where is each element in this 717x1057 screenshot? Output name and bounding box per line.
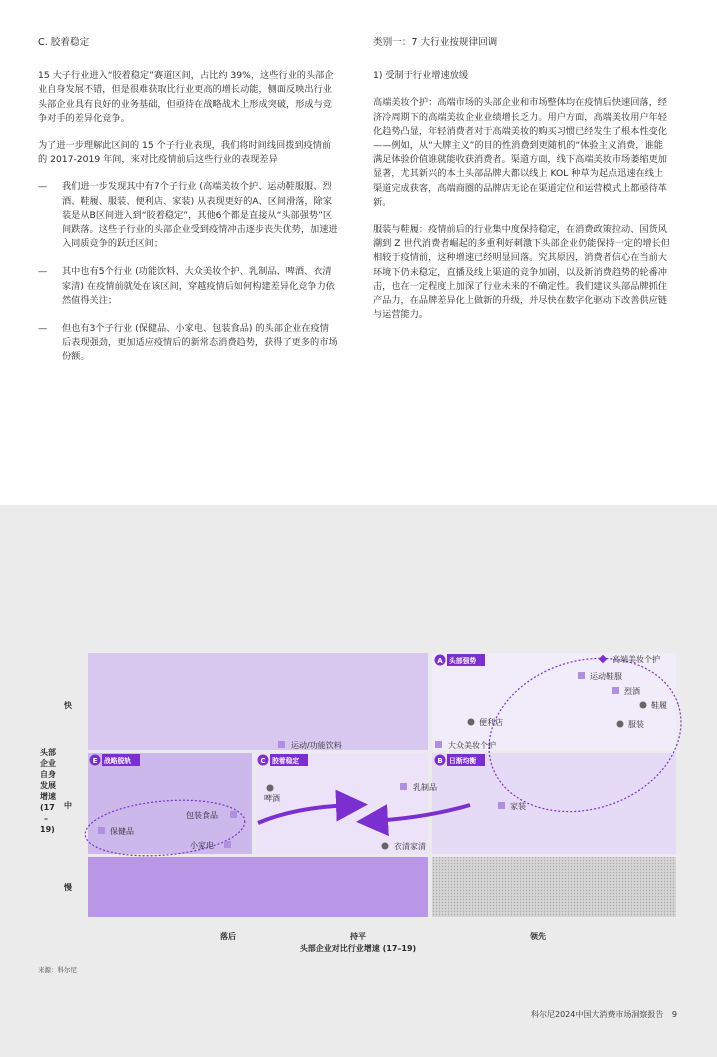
matrix-diagram bbox=[0, 505, 717, 1057]
svg-text:C: C bbox=[260, 757, 266, 765]
left-heading: C. 胶着稳定 bbox=[38, 37, 90, 48]
right-column bbox=[373, 36, 671, 335]
list-item bbox=[38, 265, 338, 308]
left-paragraph-2: 为了进一步理解此区间的 15 个子行业表现，我们将时间线回拨到疫情前的 2017-2019 年间，来对比疫情前后这些行业的表现差异 bbox=[38, 140, 332, 166]
zone-badge-a bbox=[435, 654, 486, 666]
svg-text:头部: 头部 bbox=[40, 748, 56, 757]
list-item bbox=[38, 322, 338, 365]
svg-text:乳制品: 乳制品 bbox=[413, 783, 437, 792]
left-paragraph-1: 15 大子行业进入“胶着稳定”赛道区间，占比约 39%，这些行业的头部企业自身发展不错，但是很难获取比行业更高的增长动能，侧面反映出行业头部企业具有良好的业务基础，但亟待在战略战术上形成突破，形成与竞争对手的差异化竞争。 bbox=[38, 70, 334, 124]
page-footer bbox=[525, 1009, 677, 1020]
svg-text:胶着稳定: 胶着稳定 bbox=[272, 757, 300, 765]
svg-text:19): 19) bbox=[40, 825, 55, 834]
zone-bottom-right bbox=[432, 857, 676, 917]
bullet-text: 其中也有5个行业 (功能饮料、大众美妆个护、乳制品、啤酒、衣清家清) 在疫情前就处在该区间，穿越疫情后如何构建差异化竞争力依然值得关注； bbox=[62, 266, 335, 306]
svg-text:啤酒: 啤酒 bbox=[264, 794, 280, 803]
zone-badge-e bbox=[90, 754, 141, 766]
svg-text:家装: 家装 bbox=[510, 802, 526, 811]
svg-text:高端美妆个护: 高端美妆个护 bbox=[612, 655, 660, 664]
svg-text:服装: 服装 bbox=[628, 720, 644, 729]
svg-text:保健品: 保健品 bbox=[110, 827, 134, 836]
svg-text:企业: 企业 bbox=[40, 759, 56, 768]
svg-text:日渐均衡: 日渐均衡 bbox=[449, 757, 477, 765]
dash-mark: — bbox=[38, 181, 48, 193]
x-axis-title: 头部企业对比行业增速 (17–19) bbox=[299, 944, 417, 953]
left-bullet-list bbox=[38, 180, 338, 364]
dash-mark: — bbox=[38, 266, 48, 278]
zone-e-strategy-off bbox=[88, 753, 252, 854]
bullet-text: 我们进一步发现其中有7个子行业 (高端美妆个护、运动鞋服服、烈酒、鞋履、服装、便利店、家装) 从表现更好的A、区间滑落，除家装是从B区间进入到“胶着稳定”，其他6个都是直接从“头部强势”区间跌落。这些子行业的头部企业受到疫情冲击逐步丧失优势，加速进入同质竞争的跃迁区间； bbox=[62, 181, 338, 250]
svg-text:发展: 发展 bbox=[40, 781, 56, 790]
source-note: 来源：科尔尼 bbox=[38, 966, 77, 974]
x-tick-ahead: 领先 bbox=[530, 932, 546, 941]
zone-badge-b bbox=[435, 754, 486, 766]
svg-text:运动/功能饮料: 运动/功能饮料 bbox=[291, 741, 342, 750]
svg-text:自身: 自身 bbox=[40, 770, 56, 779]
right-subheading: 1) 受制于行业增速放缓 bbox=[373, 70, 469, 82]
right-paragraph-2: 服装与鞋履：疫情前后的行业集中度保持稳定，在消费政策拉动、国货风潮到 Z 世代消费者崛起的多重利好刺激下头部企业仍能保持一定的增长但相较于疫情前，这种增速已经明显回落。究其原因，消费者信心在当前大环境下仍未稳定，直播及线上渠道的竞争加剧，以及新消费趋势的轮番冲击，也在一定程度上加深了行业未来的不确定性。我们建议头部品牌抓住产品力，在品牌差异化上做新的升级，并尽快在数字化驱动下改善供应链与运营能力。 bbox=[373, 224, 670, 321]
zone-top-left bbox=[88, 653, 428, 750]
svg-text:增速: 增速 bbox=[40, 792, 56, 801]
right-paragraph-1: 高端美妆个护：高端市场的头部企业和市场整体均在疫情后快速回落，经济冷周期下的高端美妆企业业绩增长乏力。用户方面，高端美妆用户年轻化趋势凸显，年轻消费者对于高端美妆的购买习惯已经发生了根本性变化——例如，从“大牌主义”的目的性消费到更随机的“体验主义消费，谁能满足体验价值谁就能收获消费者。渠道方面，线下高端美妆市场萎缩更加显著，尤其新兴的本土头部品牌大都以线上 KOL 种草为起点迅速在线上渠道完成获客，高端商圈的品牌店无论在渠道定位和运营模式上都亟待革新。 bbox=[373, 97, 667, 208]
svg-text:大众美妆个护: 大众美妆个护 bbox=[448, 741, 496, 750]
svg-text:运动鞋服: 运动鞋服 bbox=[590, 672, 622, 681]
svg-text:E: E bbox=[92, 757, 98, 765]
svg-text:–: – bbox=[44, 814, 48, 823]
zone-bottom-left bbox=[88, 857, 428, 917]
page-number: 9 bbox=[671, 1010, 677, 1019]
x-tick-behind: 落后 bbox=[220, 932, 236, 941]
list-item bbox=[38, 180, 338, 251]
svg-text:A: A bbox=[437, 657, 443, 665]
svg-text:B: B bbox=[437, 757, 443, 765]
svg-text:烈酒: 烈酒 bbox=[624, 687, 640, 696]
x-tick-flat: 持平 bbox=[350, 932, 366, 941]
svg-text:头部强势: 头部强势 bbox=[449, 657, 477, 665]
dash-mark: — bbox=[38, 323, 48, 335]
svg-text:战略脱轨: 战略脱轨 bbox=[104, 757, 132, 765]
zone-badge-c bbox=[258, 754, 309, 766]
y-axis-title bbox=[39, 747, 56, 834]
svg-text:便利店: 便利店 bbox=[479, 718, 503, 727]
report-title: 科尔尼2024中国大消费市场洞察报告 bbox=[531, 1010, 664, 1019]
left-column bbox=[38, 36, 338, 379]
svg-text:包装食品: 包装食品 bbox=[186, 811, 218, 820]
bullet-text: 但也有3个子行业 (保健品、小家电、包装食品) 的头部企业在疫情后表现强劲，更加适应疫情后的新常态消费趋势，获得了更多的市场份额。 bbox=[62, 323, 338, 363]
svg-text:(17: (17 bbox=[40, 803, 55, 812]
svg-text:鞋履: 鞋履 bbox=[651, 701, 667, 710]
y-tick-fast: 快 bbox=[64, 701, 72, 710]
svg-text:衣清家清: 衣清家清 bbox=[394, 842, 426, 851]
right-heading: 类别一：7 大行业按规律回调 bbox=[373, 37, 498, 48]
svg-text:小家电: 小家电 bbox=[190, 841, 214, 850]
diagram-panel bbox=[0, 505, 717, 1057]
y-tick-mid: 中 bbox=[64, 801, 72, 810]
y-tick-slow: 慢 bbox=[64, 883, 72, 892]
